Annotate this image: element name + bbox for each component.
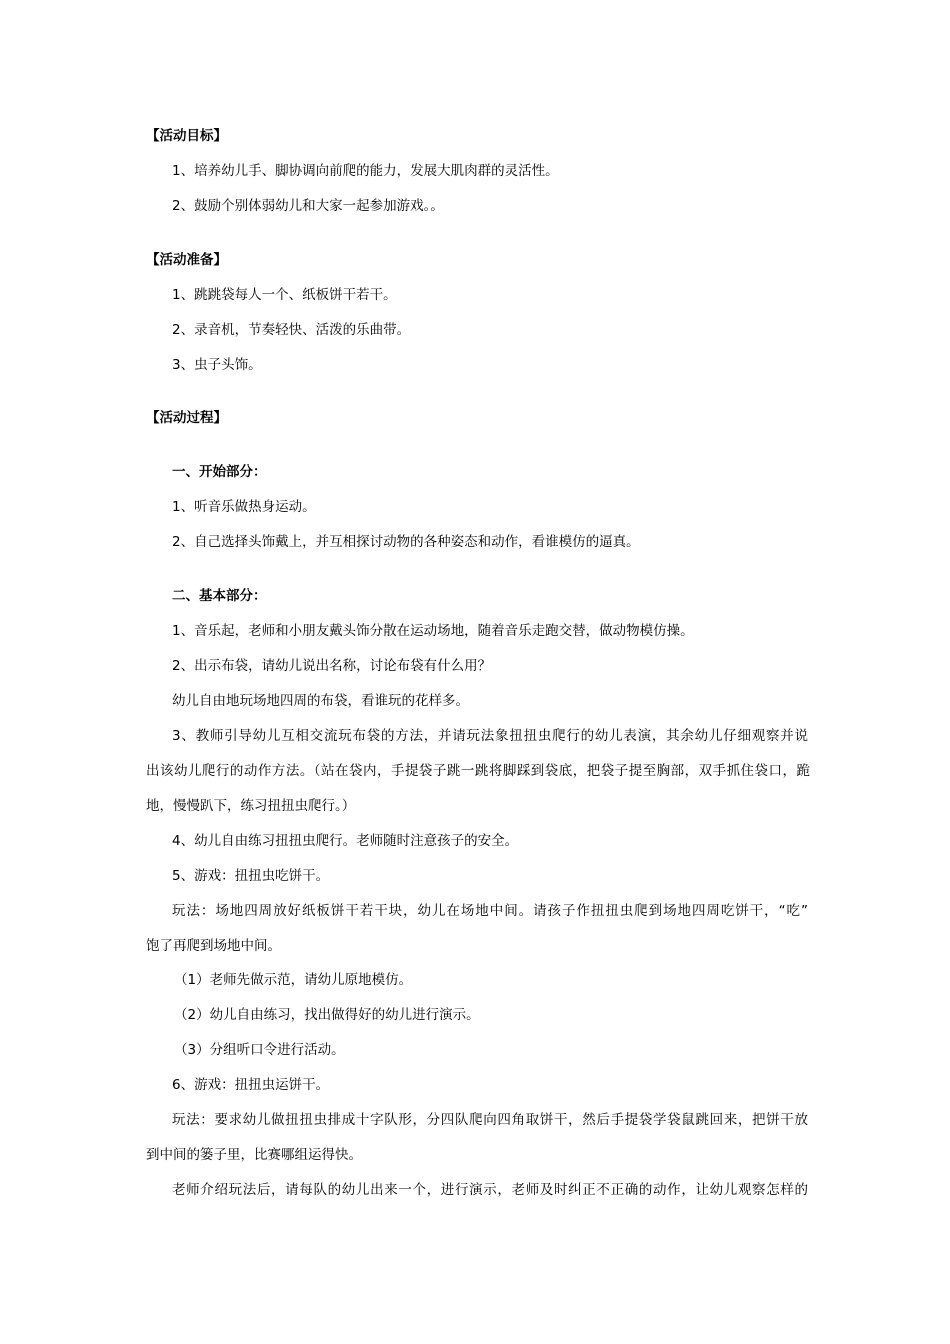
prep-heading: 【活动准备】 (146, 252, 227, 268)
part1-item-1: 1、听音乐做热身运动。 (172, 499, 316, 515)
part2-line-6: 地，慢慢趴下，练习扭扭虫爬行。） (146, 798, 356, 814)
prep-item-2: 2、录音机，节奏轻快、活泼的乐曲带。 (172, 322, 411, 338)
part2-line-2: 2、出示布袋，请幼儿说出名称，讨论布袋有什么用？ (172, 658, 492, 674)
goals-item-2: 2、鼓励个别体弱幼儿和大家一起参加游戏。。 (172, 198, 444, 214)
part2-line-11: （1）老师先做示范，请幼儿原地模仿。 (174, 972, 413, 988)
part1-heading: 一、开始部分： (172, 464, 267, 480)
prep-item-1: 1、跳跳袋每人一个、纸板饼干若干。 (172, 287, 397, 303)
part2-heading: 二、基本部分： (172, 588, 267, 604)
part2-line-14: 6、游戏：扭扭虫运饼干。 (172, 1077, 330, 1093)
part1-item-2: 2、自己选择头饰戴上，并互相探讨动物的各种姿态和动作，看谁模仿的逼真。 (172, 534, 640, 550)
part2-line-13: （3）分组听口令进行活动。 (174, 1042, 345, 1058)
goals-item-1: 1、培养幼儿手、脚协调向前爬的能力，发展大肌肉群的灵活性。 (172, 163, 559, 179)
part2-line-16: 到中间的篓子里，比赛哪组运得快。 (146, 1147, 362, 1163)
part2-line-3: 幼儿自由地玩场地四周的布袋，看谁玩的花样多。 (172, 693, 469, 709)
process-heading: 【活动过程】 (146, 410, 227, 426)
part2-line-12: （2）幼儿自由练习，找出做得好的幼儿进行演示。 (174, 1007, 480, 1023)
prep-item-3: 3、虫子头饰。 (172, 357, 262, 373)
part2-line-15: 玩法：要求幼儿做扭扭虫排成十字队形，分四队爬向四角取饼干，然后手提袋学袋鼠跳回来，把饼干放 (172, 1112, 808, 1128)
part2-line-10: 饱了再爬到场地中间。 (146, 938, 281, 954)
part2-line-17: 老师介绍玩法后，请每队的幼儿出来一个，进行演示，老师及时纠正不正确的动作，让幼儿观察怎样的 (172, 1182, 808, 1198)
part2-line-1: 1、音乐起，老师和小朋友戴头饰分散在运动场地，随着音乐走跑交替，做动物模仿操。 (172, 623, 694, 639)
part2-line-8: 5、游戏：扭扭虫吃饼干。 (172, 868, 330, 884)
goals-heading: 【活动目标】 (146, 128, 227, 144)
part2-line-9: 玩法：场地四周放好纸板饼干若干块，幼儿在场地中间。请孩子作扭扭虫爬到场地四周吃饼干，“吃” (172, 903, 808, 919)
part2-line-4: 3、教师引导幼儿互相交流玩布袋的方法，并请玩法象扭扭虫爬行的幼儿表演，其余幼儿仔细观察并说 (172, 728, 808, 744)
part2-line-5: 出该幼儿爬行的动作方法。（站在袋内，手提袋子跳一跳将脚踩到袋底，把袋子提至胸部，双手抓住袋口，跪 (146, 763, 810, 779)
part2-line-7: 4、幼儿自由练习扭扭虫爬行。老师随时注意孩子的安全。 (172, 833, 519, 849)
